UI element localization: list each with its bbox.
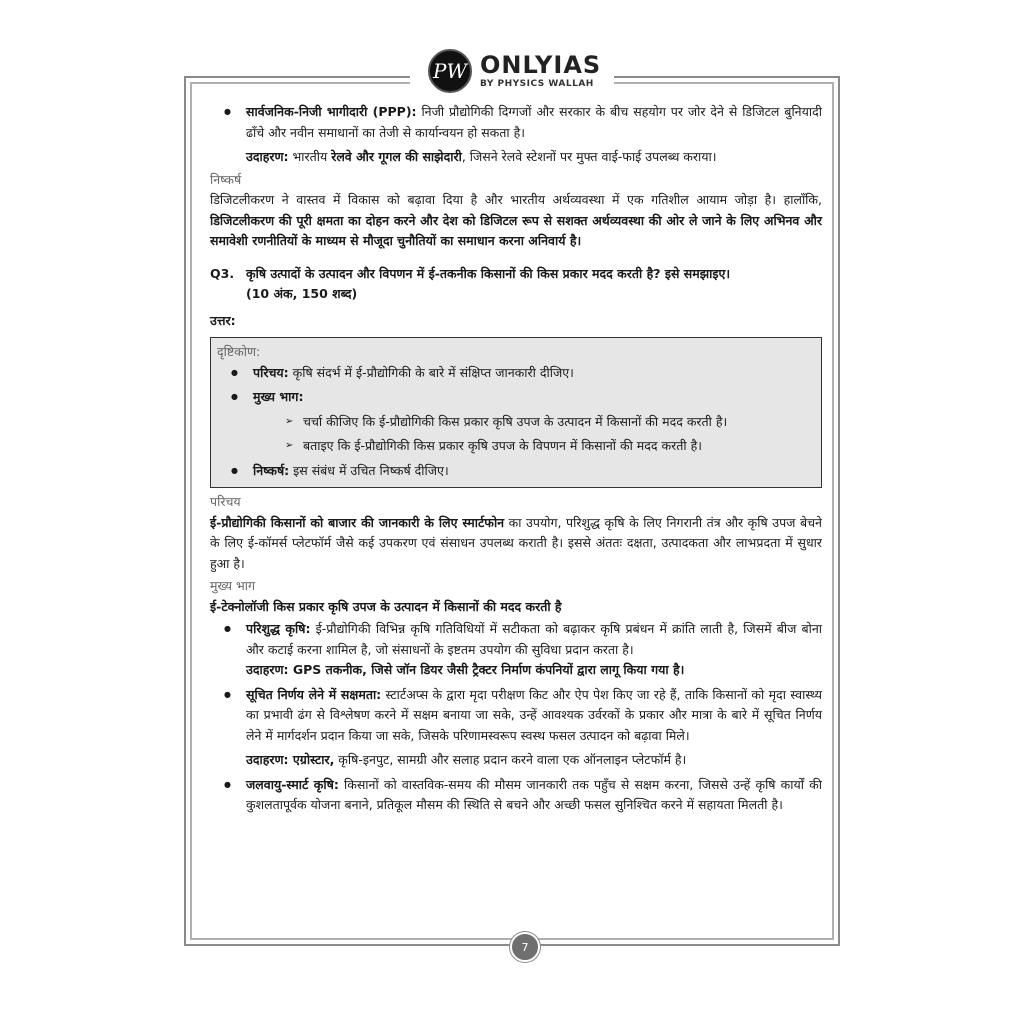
introduction-text: ई-प्रौद्योगिकी किसानों को बाजार की जानकारी के लिए स्मार्टफोन का उपयोग, परिशुद्ध कृषि के लिए निगरानी तंत्र और कृषि उपज बेचने के लिए ई-कॉमर्स प्लेटफॉर्म जैसे कई उपकरण एवं संसाधन उपलब्ध कराती है। इससे अंततः दक्षता, उत्पादकता और लाभप्रदता में सुधार हुआ है। <box>210 514 822 571</box>
question-text: कृषि उत्पादों के उत्पादन और विपणन में ई-तकनीक किसानों की किस प्रकार मदद करती है? इसे समझाइए। (10 अंक, 150 शब्द) <box>246 265 731 301</box>
approach-intro: ● परिचय: कृषि संदर्भ में ई-प्रौद्योगिकी के बारे में संक्षिप्त जानकारी दीजिए। <box>217 363 815 384</box>
approach-box <box>210 337 822 488</box>
introduction-heading: परिचय <box>210 494 241 509</box>
main-body-subheading: ई-टेक्नोलॉजी किस प्रकार कृषि उपज के उत्पादन में किसानों की मदद करती है <box>210 598 562 614</box>
conclusion-heading: निष्कर्ष <box>210 171 242 187</box>
approach-conclusion: ● निष्कर्ष: इस संबंध में उचित निष्कर्ष दीजिए। <box>217 461 815 482</box>
question <box>210 264 822 305</box>
brand-tagline: BY PHYSICS WALLAH <box>480 79 594 89</box>
approach-heading: दृष्टिकोण: <box>217 344 261 359</box>
brand-logo <box>410 40 614 102</box>
approach-main: ● मुख्य भाग: <box>217 387 815 408</box>
approach-main-point: ➢ बताइए कि ई-प्रौद्योगिकी किस प्रकार कृषि उपज के विपणन में किसानों की मदद करती है। <box>217 436 815 457</box>
list-item: ● जलवायु-स्मार्ट कृषि: किसानों को वास्तविक-समय की मौसम जानकारी तक पहुँच से सक्षम करना, जिससे उन्हें कृषि कार्यों की कुशलतापूर्वक योजना बनाने, प्रतिकूल मौसम की स्थिति से बचने और अच्छी फसल सुनिश्चित करने में सहायता मिलती है। <box>210 775 822 816</box>
page-number: 7 <box>510 932 540 962</box>
ppp-point: ● सार्वजनिक-निजी भागीदारी (PPP): निजी प्रौद्योगिकी दिग्गजों और सरकार के बीच सहयोग पर जोर देने से डिजिटल बुनियादी ढाँचे और नवीन समाधानों का तेजी से कार्यान्वयन हो सकता है। <box>210 102 822 143</box>
page-content <box>210 102 822 816</box>
list-item-example: उदाहरण: एग्रोस्टार, कृषि-इनपुट, सामग्री और सलाह प्रदान करने वाला एक ऑनलाइन प्लेटफॉर्म है। <box>246 752 687 767</box>
ppp-example: उदाहरण: भारतीय रेलवे और गूगल की साझेदारी, जिसने रेलवे स्टेशनों पर मुफ्त वाई-फाई उपलब्ध कराया। <box>246 149 717 164</box>
list-item: ● सूचित निर्णय लेने में सक्षमता: स्टार्टअप्स के द्वारा मृदा परीक्षण किट और ऐप पेश किए जा रहे हैं, ताकि किसानों को मृदा स्वास्थ्य का प्रभावी ढंग से विश्लेषण करने में सक्षम बनाया जा सके, उन्हें आवश्यक उर्वरकों के प्रकार और मात्रा के बारे में सूचित निर्णय लेने में मार्गदर्शन प्रदान किया जा सके, जिसके परिणामस्वरूप स्वस्थ फसल उत्पादन को बढ़ावा मिले। <box>210 685 822 747</box>
answer-label: उत्तर: <box>210 312 236 328</box>
brand-name: ONLYIAS <box>480 51 602 79</box>
list-item: ● परिशुद्ध कृषि: ई-प्रौद्योगिकी विभिन्न कृषि गतिविधियों में सटीकता को बढ़ाकर कृषि प्रबंधन में क्रांति लाती है, जिसमें बीज बोना और कटाई करना शामिल है, जो संसाधनों के इष्टतम उपयोग की सुविधा प्रदान करता है। उदाहरण: GPS तकनीक, जिसे जॉन डियर जैसी ट्रैक्टर निर्माण कंपनियों द्वारा लागू किया गया है। <box>210 619 822 681</box>
question-number: Q3. <box>210 265 235 281</box>
question-marks: (10 अंक, 150 शब्द) <box>246 286 358 301</box>
conclusion-text: डिजिटलीकरण ने वास्तव में विकास को बढ़ावा दिया है और भारतीय अर्थव्यवस्था में एक गतिशील आयाम जोड़ा है। हालाँकि, डिजिटलीकरण की पूरी क्षमता का दोहन करने और देश को डिजिटल रूप से सशक्त अर्थव्यवस्था की ओर ले जाने के लिए अभिनव और समावेशी रणनीतियों के माध्यम से मौजूदा चुनौतियों का समाधान करना अनिवार्य है। <box>210 192 822 248</box>
main-body-heading: मुख्य भाग <box>210 578 256 593</box>
pw-logo-icon: PW <box>428 49 472 93</box>
approach-main-point: ➢ चर्चा कीजिए कि ई-प्रौद्योगिकी किस प्रकार कृषि उपज के उत्पादन में किसानों की मदद करती है। <box>217 412 815 433</box>
